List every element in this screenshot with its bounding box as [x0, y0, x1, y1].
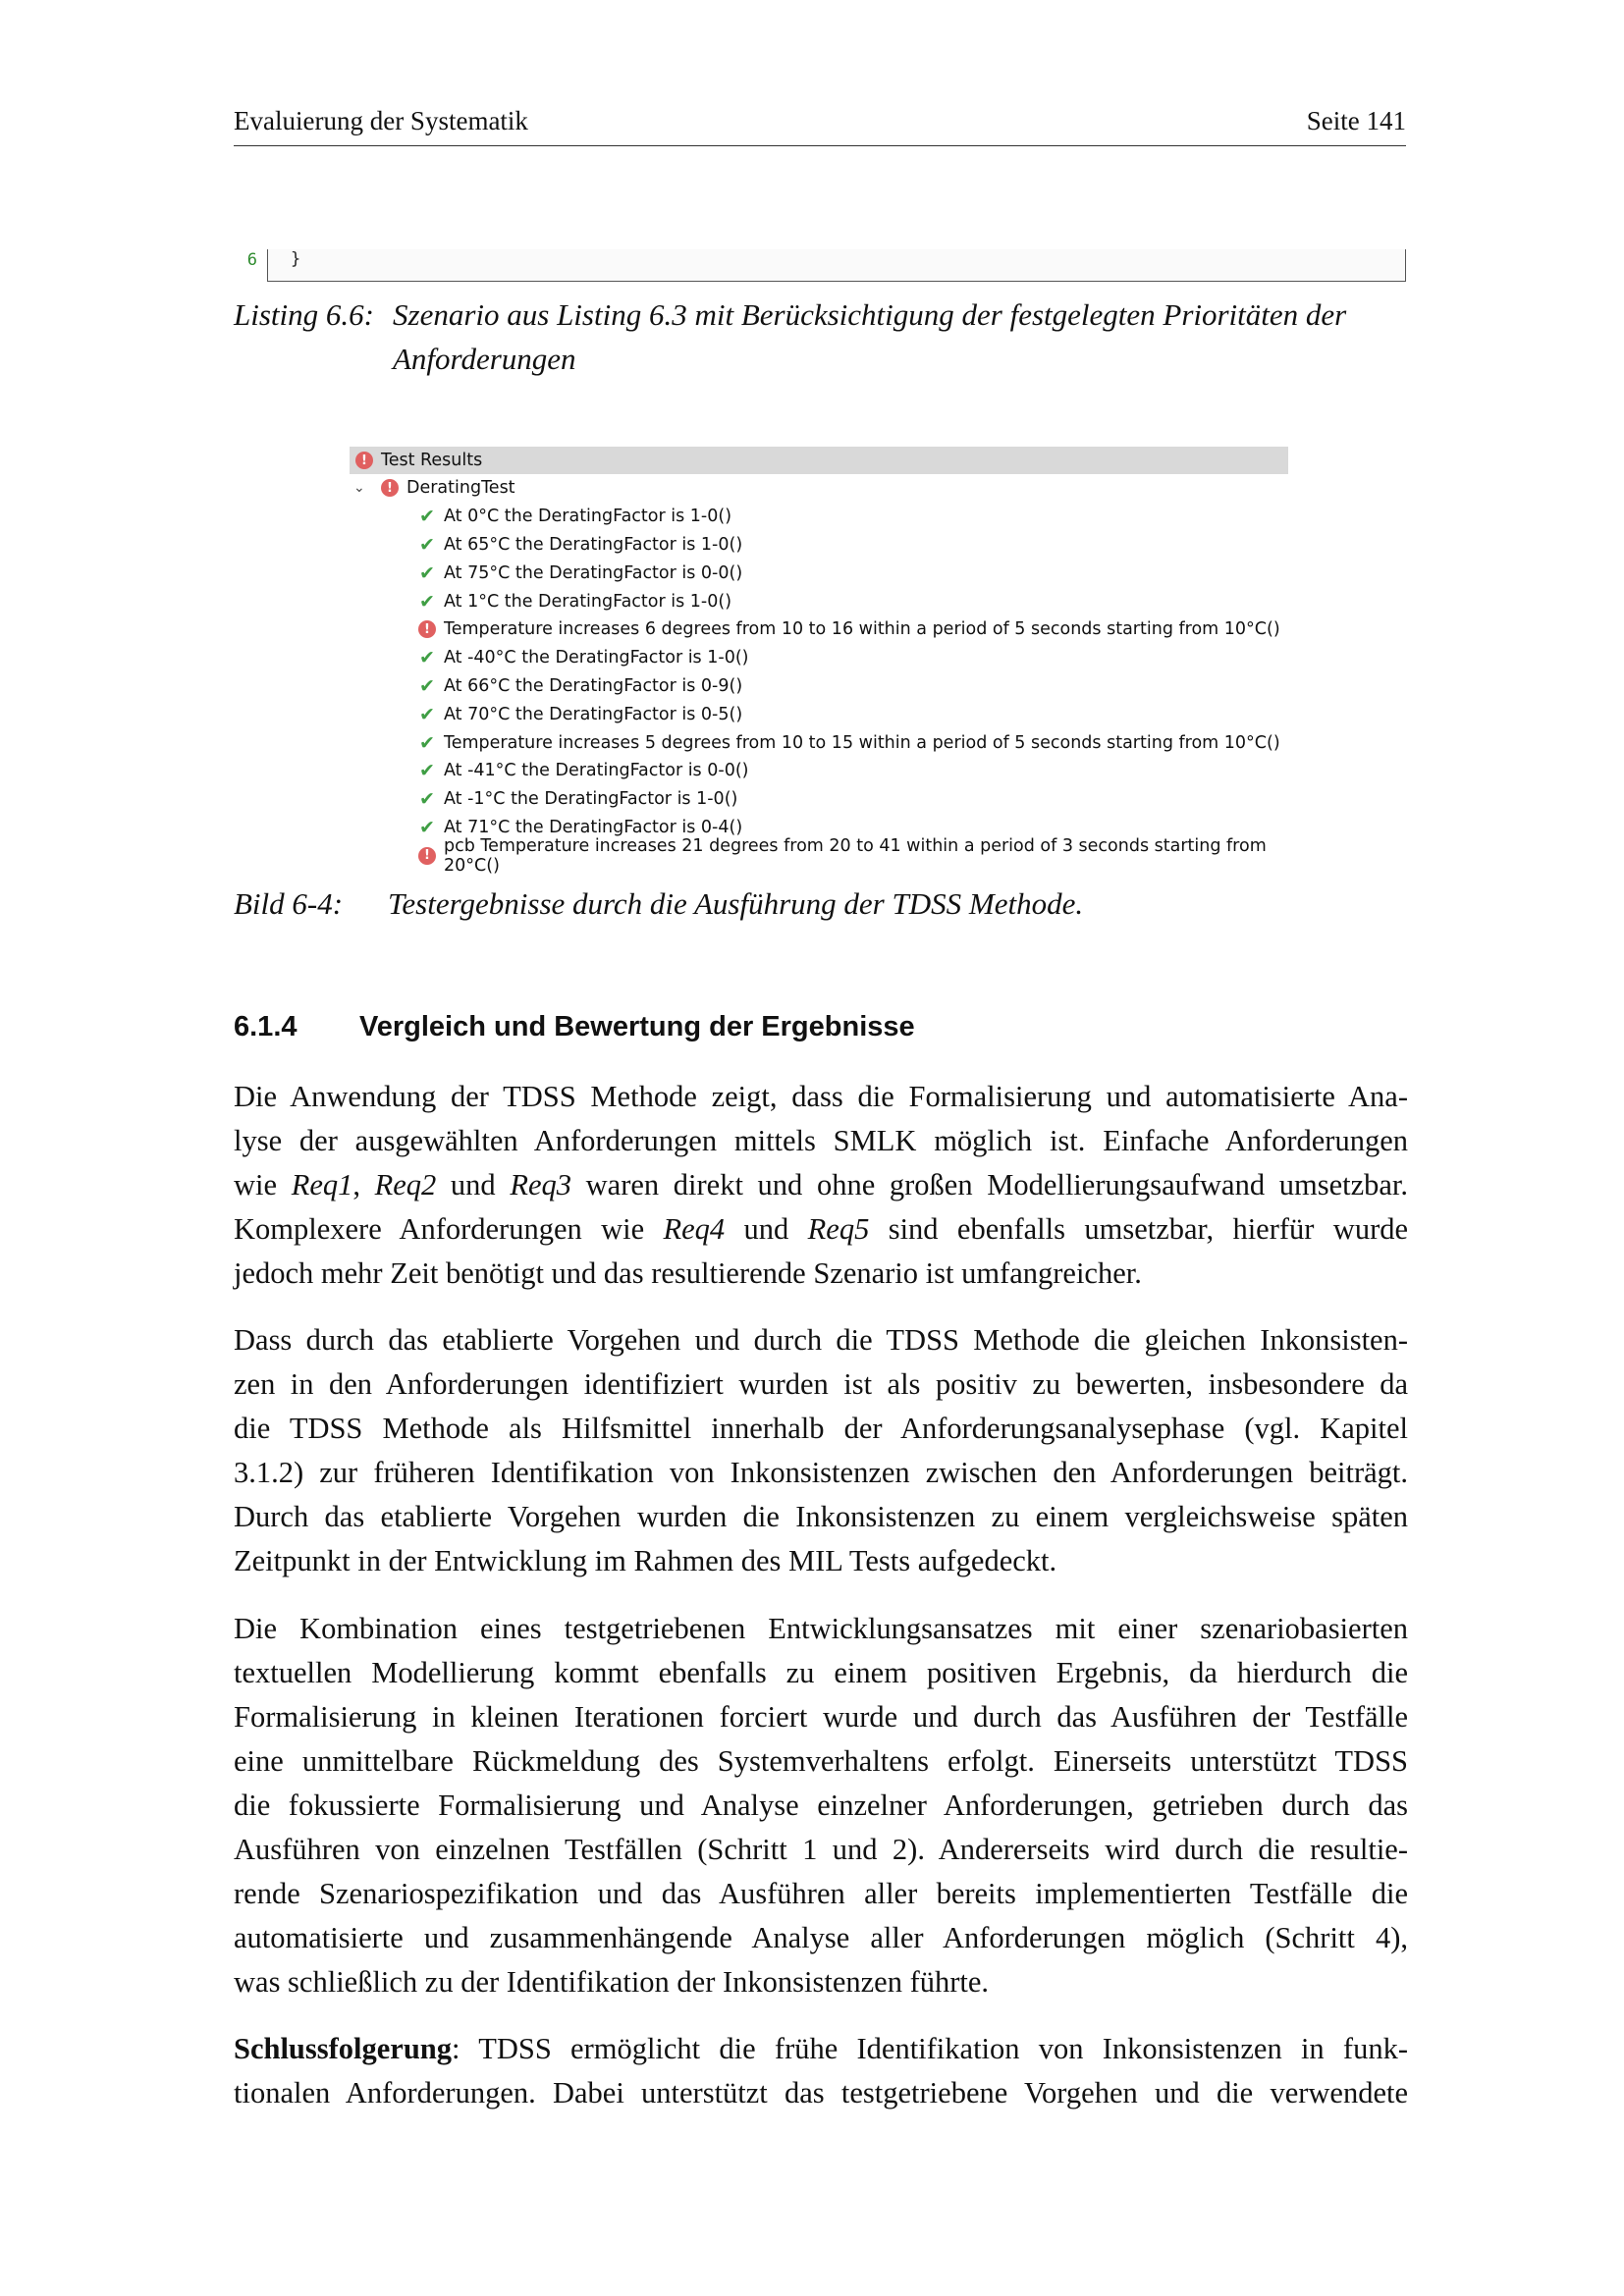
running-header-left: Evaluierung der Systematik: [234, 106, 528, 135]
text-line: Ausführen von einzelnen Testfällen (Schritt 1 und 2). Andererseits wird durch die resultie-: [234, 1833, 1408, 1866]
test-case-label: At 75°C the DeratingFactor is 0-0(): [444, 562, 743, 583]
figure-caption-label: Bild 6-4:: [234, 886, 344, 921]
header-rule: [234, 145, 1406, 146]
text-line: die fokussierte Formalisierung und Analyse einzelner Anforderungen, getrieben durch das: [234, 1789, 1408, 1822]
text-line: was schließlich zu der Identifikation der Inkonsistenzen führte.: [234, 1965, 990, 1999]
test-case-label: At -40°C the DeratingFactor is 1-0(): [444, 648, 749, 668]
test-case-row[interactable]: [350, 559, 1288, 587]
test-case-label: pcb Temperature increases 21 degrees from 20 to 41 within a period of 3 seconds starting from 20°C(): [444, 835, 1267, 876]
chevron-down-icon[interactable]: ⌄: [353, 480, 365, 497]
text-line: die TDSS Methode als Hilfsmittel innerhalb der Anforderungsanalysephase (vgl. Kapitel: [234, 1412, 1408, 1445]
test-case-row[interactable]: [350, 644, 1288, 672]
check-icon: ✔: [419, 506, 435, 528]
req1-ref: Req1: [291, 1168, 353, 1201]
test-case-row[interactable]: [350, 587, 1288, 615]
code-listing-box: [267, 249, 1406, 282]
check-icon: ✔: [419, 533, 435, 556]
listing-caption-line1: Szenario aus Listing 6.3 mit Berücksichtigung der festgelegten Prioritäten der: [393, 297, 1347, 332]
text-line: zen in den Anforderungen identifiziert wurden ist als positiv zu bewerten, insbesondere da: [234, 1367, 1408, 1401]
test-case-label: At 1°C the DeratingFactor is 1-0(): [444, 591, 732, 612]
test-suite-row[interactable]: [350, 474, 1288, 503]
test-results-root[interactable]: [350, 447, 1288, 474]
text-line: textuellen Modellierung kommt ebenfalls zu einem positiven Ergebnis, da hierdurch die: [234, 1656, 1408, 1689]
test-case-row[interactable]: [350, 531, 1288, 560]
paragraph-4: [234, 2027, 1408, 2115]
text-line: Schlussfolgerung: TDSS ermöglicht die frühe Identifikation von Inkonsistenzen in funk-: [234, 2032, 1408, 2065]
error-icon: !: [381, 479, 399, 497]
req5-ref: Req5: [807, 1212, 870, 1246]
test-case-row[interactable]: [350, 835, 1288, 876]
section-title: Vergleich und Bewertung der Ergebnisse: [359, 1011, 915, 1042]
check-icon: ✔: [419, 788, 435, 811]
test-case-label: Temperature increases 6 degrees from 10 to 16 within a period of 5 seconds starting from 10°C(): [444, 619, 1280, 640]
test-case-row[interactable]: [350, 615, 1288, 644]
test-results-label: Test Results: [381, 451, 483, 470]
req3-ref: Req3: [510, 1168, 571, 1201]
test-case-row[interactable]: [350, 700, 1288, 728]
test-case-row[interactable]: [350, 785, 1288, 814]
check-icon: ✔: [419, 590, 435, 613]
check-icon: ✔: [419, 647, 435, 669]
paragraph-3: [234, 1607, 1408, 2004]
text-line: Die Kombination eines testgetriebenen Entwicklungsansatzes mit einer szenariobasierten: [234, 1612, 1408, 1645]
test-case-row[interactable]: [350, 672, 1288, 701]
text-line: Komplexere Anforderungen wie Req4 und Req5 sind ebenfalls umsetzbar, hierfür wurde: [234, 1212, 1409, 1246]
code-line-number: 6: [246, 250, 257, 270]
text-line: Zeitpunkt in der Entwicklung im Rahmen des MIL Tests aufgedeckt.: [234, 1544, 1057, 1577]
paragraph-1: [234, 1075, 1408, 1296]
test-suite-label: DeratingTest: [406, 478, 515, 499]
check-icon: ✔: [419, 561, 435, 584]
text-line: 3.1.2) zur früheren Identifikation von Inkonsistenzen zwischen den Anforderungen beiträgt.: [234, 1456, 1408, 1489]
text-line: Formalisierung in kleinen Iterationen forciert wurde und durch das Ausführen der Testfälle: [234, 1700, 1408, 1734]
test-results-tree: [350, 447, 1288, 876]
test-case-row[interactable]: [350, 728, 1288, 757]
section-number: 6.1.4: [234, 1011, 298, 1042]
error-icon: !: [418, 847, 436, 865]
code-line: }: [291, 249, 301, 269]
test-case-label: At -1°C the DeratingFactor is 1-0(): [444, 789, 738, 810]
text-line: Dass durch das etablierte Vorgehen und durch die TDSS Methode die gleichen Inkonsisten-: [234, 1323, 1408, 1357]
conclusion-label: Schlussfolgerung: [234, 2032, 453, 2065]
text-line: wie Req1, Req2 und Req3 waren direkt und ohne großen Modellierungsaufwand umsetzbar.: [234, 1168, 1409, 1201]
test-case-row[interactable]: [350, 757, 1288, 785]
paragraph-2: [234, 1318, 1408, 1583]
test-case-label: At 65°C the DeratingFactor is 1-0(): [444, 534, 743, 555]
test-case-label: Temperature increases 5 degrees from 10 to 15 within a period of 5 seconds starting from 10°C(): [444, 732, 1280, 753]
text-line: automatisierte und zusammenhängende Analyse aller Anforderungen möglich (Schritt 4),: [234, 1921, 1408, 1954]
test-case-label: At 0°C the DeratingFactor is 1-0(): [444, 507, 732, 527]
listing-caption-line2: Anforderungen: [393, 342, 576, 376]
text-line: Durch das etablierte Vorgehen wurden die Inkonsistenzen zu einem vergleichsweise späten: [234, 1500, 1408, 1533]
test-case-label: At 66°C the DeratingFactor is 0-9(): [444, 675, 743, 696]
check-icon: ✔: [419, 703, 435, 725]
error-icon: !: [355, 452, 373, 469]
req4-ref: Req4: [663, 1212, 726, 1246]
check-icon: ✔: [419, 674, 435, 697]
page-number: Seite 141: [1306, 106, 1406, 135]
test-case-label: At -41°C the DeratingFactor is 0-0(): [444, 761, 749, 781]
text-line: lyse der ausgewählten Anforderungen mittels SMLK möglich ist. Einfache Anforderungen: [234, 1124, 1408, 1157]
text-line: jedoch mehr Zeit benötigt und das resultierende Szenario ist umfangreicher.: [234, 1256, 1142, 1290]
test-case-label: At 70°C the DeratingFactor is 0-5(): [444, 704, 743, 724]
text-line: tionalen Anforderungen. Dabei unterstützt das testgetriebene Vorgehen und die verwendete: [234, 2076, 1408, 2109]
text-line: Die Anwendung der TDSS Methode zeigt, dass die Formalisierung und automatisierte Ana-: [234, 1080, 1408, 1113]
text-line: eine unmittelbare Rückmeldung des Systemverhaltens erfolgt. Einerseits unterstützt TDSS: [234, 1744, 1408, 1778]
check-icon: ✔: [419, 731, 435, 754]
check-icon: ✔: [419, 760, 435, 782]
check-icon: ✔: [419, 816, 435, 838]
figure-caption: Testergebnisse durch die Ausführung der TDSS Methode.: [388, 886, 1084, 921]
error-icon: !: [418, 620, 436, 638]
text-line: rende Szenariospezifikation und das Ausführen aller bereits implementierten Testfälle die: [234, 1877, 1408, 1910]
req2-ref: Req2: [374, 1168, 437, 1201]
listing-caption-label: Listing 6.6:: [234, 297, 374, 332]
test-case-row[interactable]: [350, 503, 1288, 531]
test-case-label: At 71°C the DeratingFactor is 0-4(): [444, 817, 743, 837]
